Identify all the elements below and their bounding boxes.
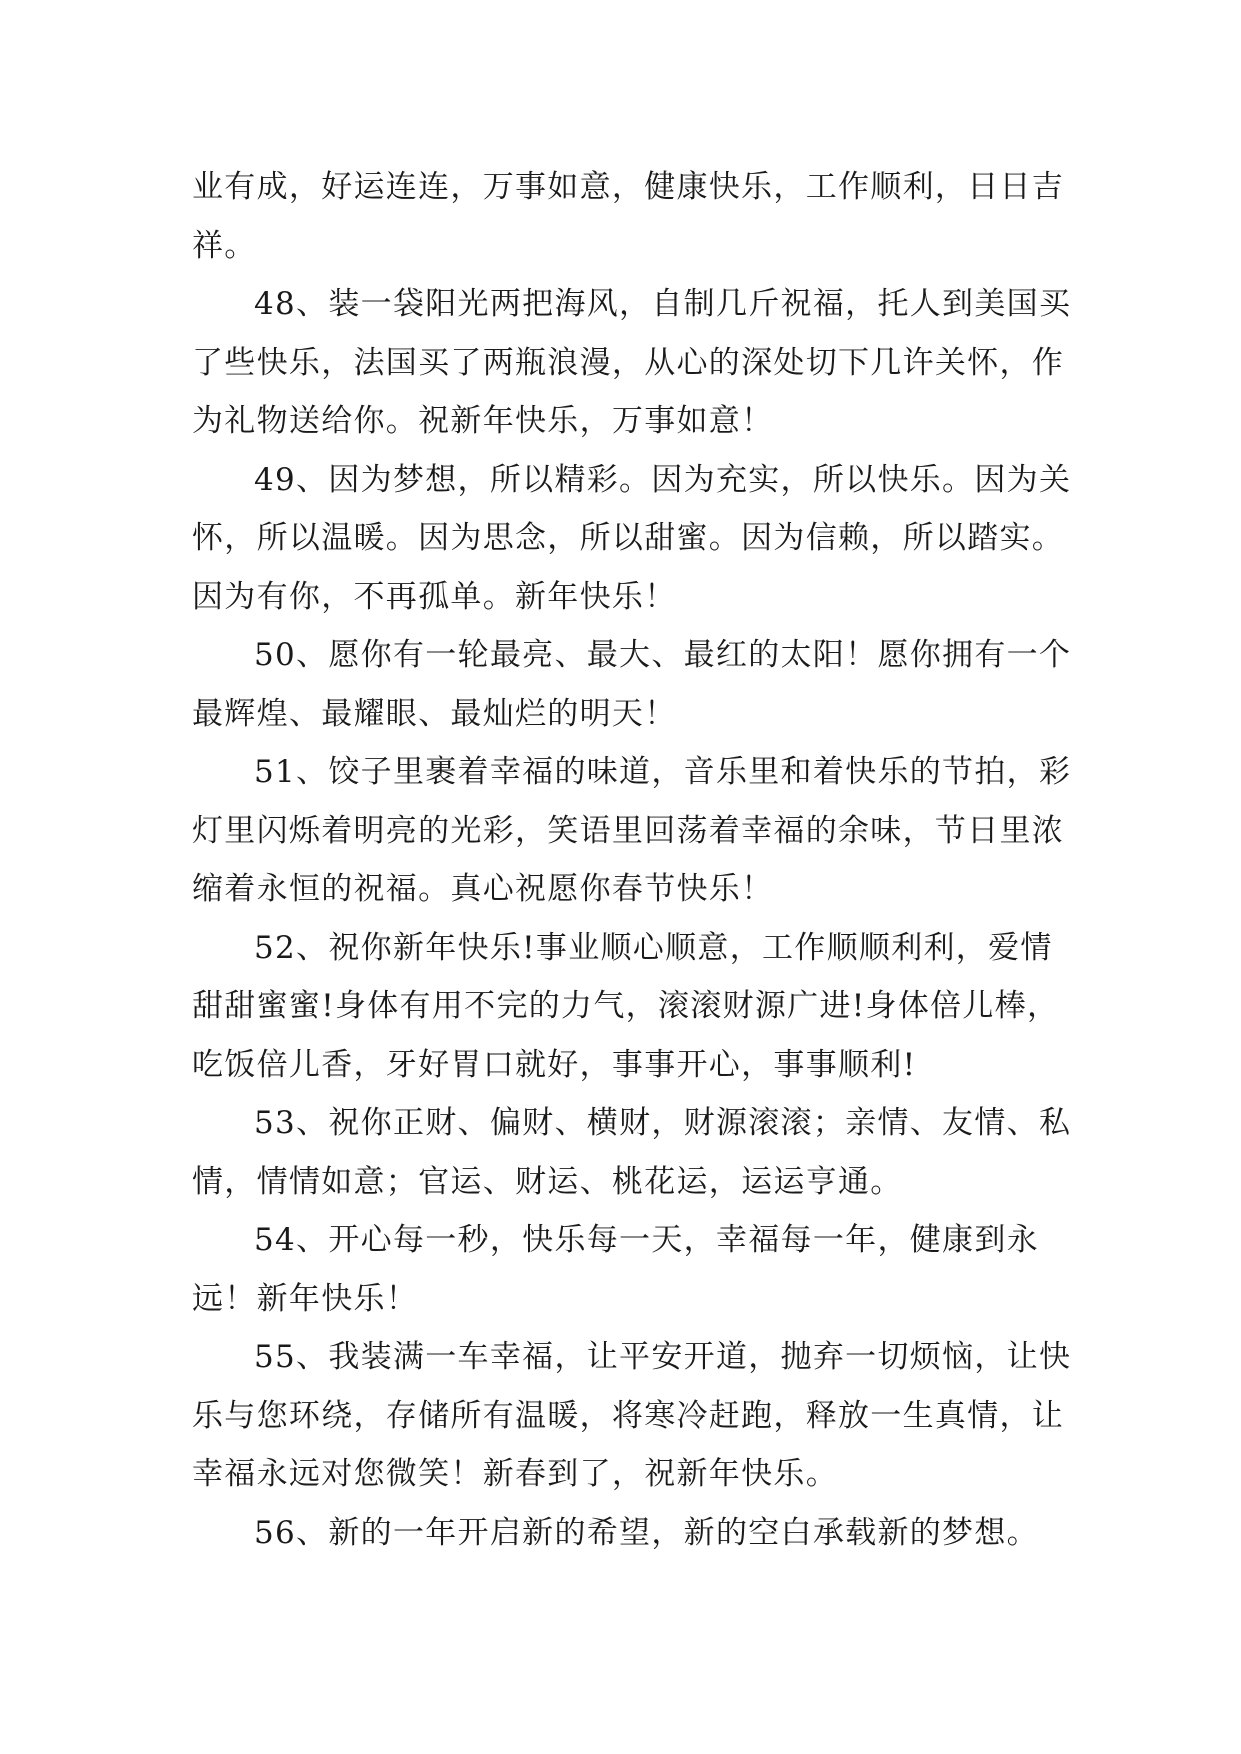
paragraph-50: 50、愿你有一轮最亮、最大、最红的太阳！愿你拥有一个最辉煌、最耀眼、最灿烂的明天！ [192, 637, 1072, 732]
paragraph-51: 51、饺子里裹着幸福的味道，音乐里和着快乐的节拍，彩灯里闪烁着明亮的光彩，笑语里回荡着幸福的余味，节日里浓缩着永恒的祝福。真心祝愿你春节快乐！ [192, 754, 1072, 907]
paragraph-49: 49、因为梦想，所以精彩。因为充实，所以快乐。因为关怀，所以温暖。因为思念，所以甜蜜。因为信赖，所以踏实。因为有你，不再孤单。新年快乐！ [192, 461, 1072, 615]
paragraph-56: 56、新的一年开启新的希望，新的空白承载新的梦想。 [254, 1514, 1039, 1551]
paragraph-continuation: 业有成，好运连连，万事如意，健康快乐，工作顺利，日日吉祥。 [192, 169, 1065, 264]
paragraph-48: 48、装一袋阳光两把海风，自制几斤祝福，托人到美国买了些快乐，法国买了两瓶浪漫，从心的深处切下几许关怀，作为礼物送给你。祝新年快乐，万事如意！ [192, 286, 1072, 439]
paragraph-55: 55、我装满一车幸福，让平安开道，抛弃一切烦恼，让快乐与您环绕，存储所有温暖，将寒冷赶跑，释放一生真情，让幸福永远对您微笑！新春到了，祝新年快乐。 [192, 1339, 1072, 1492]
paragraph-52: 52、祝你新年快乐!事业顺心顺意，工作顺顺利利，爱情甜甜蜜蜜!身体有用不完的力气，滚滚财源广进!身体倍儿棒，吃饭倍儿香，牙好胃口就好，事事开心，事事顺利! [192, 929, 1060, 1083]
paragraph-54: 54、开心每一秒，快乐每一天，幸福每一年，健康到永远！新年快乐！ [192, 1222, 1039, 1317]
paragraph-53: 53、祝你正财、偏财、横财，财源滚滚；亲情、友情、私情，情情如意；官运、财运、桃花运，运运亨通。 [192, 1105, 1072, 1200]
document-body [192, 158, 1072, 1562]
